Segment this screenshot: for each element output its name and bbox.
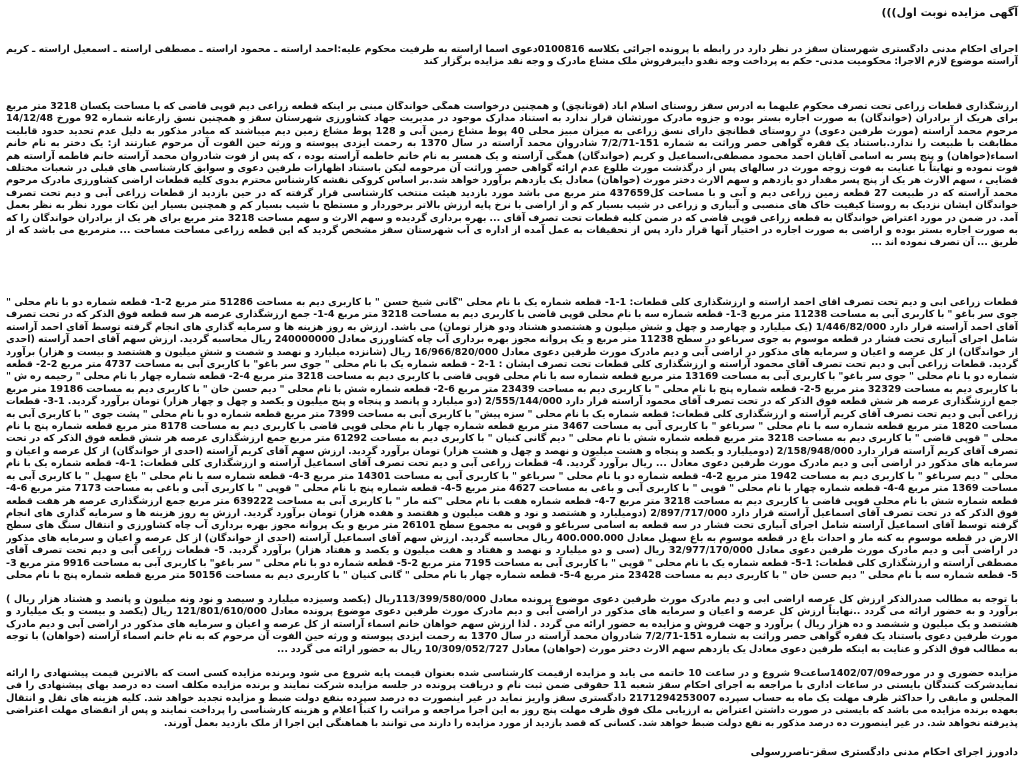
signature-line: دادورز اجرای احکام مدنی دادگستری سقز-ناصررسولی [750,747,1018,758]
intro-paragraph: اجرای احکام مدنی دادگستری شهرستان سقز در نظر دارد در رابطه با پرونده اجرائی بکلاسه 0100816دعوی اسما آراسته به طرفیت محکوم علیه:احمد آراسته ـ محمود آراسته ـ مصطفی آراسته ـ اسمعیل آراسته ـ کریم آراسته موضوع لازم الاجرا: محکومیت مدنی- حکم به پرداخت وجه نقدو دایبرفروش ملک مشاع مادرک و وجه نقد مزایده برگزار کند [6,44,1018,68]
price-paragraph: با توجه به مطالب صدرالذکر ارزش کل عرصه اراضی آبی و دیم مادرک مورث طرفین دعوی موضوع پرونده معادل 113/399/580/000ریال (یکصد وسیزده میلیارد و سیصد و نود ونه میلیون و پانصد و هشتاد هزار ریال ) برآورد و به حضور ارائه می گردد ..نهایتاً ارزش کل عرصه و اعیان و سرمایه های مذکور در اراضی آبی و دیم مادرک مورث طرفین دعوی موضوع پرونده معادل 121/801/610/000 ریال (یکصد و بیست و یک میلیارد و هشتصد و یک میلیون و ششصد و ده هزار ریال ) برآورد و جهت فروش و مزایده به حضور ارائه می گردد . لذا ارزش سهم خواهان خانم اسماء آراسته از کل عرصه و اعیان و سرمایه های مذکور در اراضی آبی و دیم مادرک مورث طرفین دعوی باستناد یک فقره گواهی حصر وراثت به شماره 151-7/2/71 شادروان محمد آراسته در سال 1370 به رحمت ایزدی پیوسته و ورثه حین الفوت آن مرحوم که به نام خانم اسماء آراسته (خواهان) با توجه به مطالب فوق الذکر و عنایت به اینکه طرفین دعوی معادل یک یازدهم سهم الارث دختر مورث (خواهان) معادل 10/309/052/727 ریال به حضور ارائه می گردد ... [6,594,1018,655]
notice-title: آگهی مزایده نوبت اول))) [881,6,1018,19]
valuation-paragraph: ارزشگذاری قطعات زراعی تحت تصرف محکوم علیهما به آدرس سقز روستای اسلام آباد (قوتانچق) و همچنین درخواست همگی خواندگان مبنی بر اینکه قطعه زراعی دیم قوپی قاضی که با مساحت یکسان 3218 متر مربع برای هریک از برادران (خواندگان) به صورت اجاره بستر بوده و جزوه مادرک مورثشان قرار ندارد به استناد مدارک موجود در مدیریت جهاد کشاورزی شهرستان سقز و همچنین نسق زارعانه شماره 92 مورخ 14/12/48 مرحوم محمد آراسته (مورث طرفین دعوی) در روستای قطانچق دارای نسق زراعی به میزان مبیز محلی 40 پوط مشاع زمین آبی و 128 پوط مشاع زمین دیم میباشند که مبادر مذکور به دلیل عدم تحدید حدود قابلیت مطابقت با طبیعت را ندارد.باستناد یک فقره گواهی حصر وراثت به شماره 151-7/2/71 شادروان محمد آراسته در سال 1370 به رحمت ایزدی پیوسته و ورثه حین الفوت آن مرحوم عبارتند از: یک دختر به نام خانم اسماء(خواهان) و پنج پسر به اسامی آقایان احمد محمود مصطفی،اسماعیل و کریم (خواندگان) همگی آراسته و یک همسر به نام خانم خاطمه آراسته بوده ، که پس از فوت شادروان محمد آراسته خانم فاطمه آراسته هم فوت نموده و نهایتاً با عنایت به فوت زوجه مورث در سالهای پس از درگذشت مورث طلوع عدم ارائه گواهی حصر وراثت آن مرحومه لیکن باستناد اظهارات طرفین دعوی و سوابق کارشناسی های قبلی در شعبات مختلف قضایی ، سهم الارث هر یک از پنج پسر مقدار دو یازدهم و سهم الارث دختر مورث (خواهان) معادل یک یازدهم برآورد خواهد شد.بر اساس کروکی نقشه کارشناس محترم بدوی کلیه قطعات اراضی کشاورزی مادرک مرحوم محمد آراسته که در طبیعت 27 قطعه زمین زراعی دیم و آبی و با مساحت کل437659 متر مربع می باشد مورد بازدید هیئت منتخب کارشناسی قرار گرفته که در حین بازدید از قطعات زراعی آبی و دیم تحت تصرف خواندگان ایشان نزدیک به روستا کیفیت خاک های منصبی و آبیاری و زراعی در شیب بسیار کم و از اراضی با نرخ پایه ارزش بالاتر برخوردار و مستطح با شیب بسیار کم و همچنین بسیار این نکات مورد نظر به نظر بعمل آمد. در ضمن در مورد اعتراض خواندگان به قطعه زراعی قوپی قاضی که در ضمن کلیه قطعات تحت تصرف آقای ... بهره برداری گردیده و سهم الارث و سهم مساحت 3218 متر مربع برای هر یک از برادران خواندگان را که به صورت اجاره بستر بوده و اراضی به صورت اجاره در اختیار آنها قرار دارد پس از تحقیقات به عمل آمده از اداره ی آب شهرستان سقز مشخص گردید که این قطعه زراعی مساحت مساحت ... مترمربع می باشد که از طریق ... آن تصرف نموده اند ... [6,101,1018,249]
notice-page [6,6,1018,761]
auction-terms-paragraph: مزایده حضوری و در مورخه1402/07/09ساعت9 شروع و در ساعت 10 خاتمه می یابد و مزایده ازقیمت کارشناسی شده بعنوان قیمت پایه شروع می شود وبرنده مزایده کسی است که بالاترین قیمت پیشنهادی را ارائه نمایدشرکت کنندگان بایستی در ساعات اداری با مراجعه به اجرای احکام سقز شعبه 11 حقوقی ضمن ثبت نام و دریافت پرونده در جلسه مزایده شرکت نمایند و برنده مزایده مکلف است ده درصد بهای پیشنهادی را فی المجلس و مابقی را حداکثر ظرف مهلت یک ماه به حساب سپرده 2171294253007 دادگستری سقز واریز نماید در غیر اینصورت ده درصد سپرده بنفع دولت ضبط و مزایده تجدید خواهد شد. کلیه هزینه های نقل و انتقال بعهده برنده مزایده می باشد که بایستی در صورت داشتن اعتراض به ارزیابی ملک فوق ظرف مهلت پنج روز به این اجرا مراجعه و مراتب را کتباً اعلام و هزینه کارشناسی را پرداخت نمایند و پس از انقضای مهلت اعتراضی پذیرفته نخواهد شد. در غیر اینصورت ده درصد مذکور به نفع دولت ضبط خواهد شد. کسانی که قصد بازدید از مورد مزایده را دارند می توانند با هماهنگی این اجرا از ملک بازدید بعمل آورند. [6,668,1018,729]
parcels-paragraph: قطعات زراعی آبی و دیم تحت تصرف آقای احمد آراسته و ارزشگذاری کلی قطعات: 1-1- قطعه شماره یک با نام محلی "گانی شیخ حسن " با کاربری دیم به مساحت 51286 متر مربع 2-1- قطعه شماره دو با نام محلی " جوی سر باغو " با کاربری آبی به مساحت 11238 متر مربع 3-1- قطعه شماره سه با نام محلی قوپی قاضی با کاربری دیم به مساحت 3218 متر مربع 4-1- جمع ارزشگذاری عرصه هر سه قطعه فوق الذکر که در تحت تصرف آقای احمد آراسته قرار دارد 1/446/82/000 (یک میلیارد و چهارصد و چهل و شش میلیون و هشتصدو هشتاد ودو هزار تومان) می باشد. ارزش به روز هزینه ها و سرمایه گذاری های انجام گرفته توسط آقای احمد آراسته شامل اجرای آبیاری تحت فشار در قطعه موسوم به جوی سرباغو در سطح 11238 متر مربع و یک پروانه مجوز بهره برداری آب چاه کشاورزی معادل 240000000 ریال محاسبه گردید. ارزش سهم آقای احمد آراسته (احدی از خواندگان) از کل عرصه و اعیان و سرمایه های مذکور در اراضی آبی و دیم مادرک مورث طرفین دعوی معادل 16/966/820/000 ریال (شانزده میلیارد و نهصد و شصت و شش میلیون و هشتصد و بیست و هزار) برآورد گردید. قطعات زراعی آبی و دیم تحت تصرف آقای محمود آراسته و ارزشگذاری کلی قطعات تحت تصرف ایشان : 1-2 - قطعه شماره یک با نام محلی " جوی سر باغو" با کاربری آبی به مساحت 4737 متر مربع 2-2- قطعه شماره دو با نام محلی " جوی سر باغو" با کاربری آبی به مساحت 13169 متر مربع قطعه شماره سه با نام محلی قوپی قاضی با کاربری دیم به مساحت 3218 متر مربع 4-2- قطعه شماره چهار با نام محلی " رحیمه ره ش " با کاربری دیم به مساحت 32329 متر مربع 5-2- قطعه شماره پنج با نام محلی " با کاربری دیم به مساحت 23439 متر مربع 6-2- قطعه شماره شش با نام محلی " دیم حسن خان " با کاربری دیم به مساحت 19186 متر مربع جمع ارزشگذاری عرصه هر شش قطعه فوق الذکر که در تحت تصرف آقای محمود آراسته قرار دارد 2/555/144/000 (دو میلیارد و پانصد و پنجاه و پنج میلیون و یکصد و چهل و چهار هزار) تومان برآورد گردید. 1-3- قطعات زراعی آبی و دیم تحت تصرف آقای کریم آراسته و ارزشگذاری کلی قطعات: قطعه شماره یک با نام محلی " سزه پیش" با کاربری آبی به مساحت 7399 متر مربع قطعه شماره دو با نام محلی " پشت جوی " با کاربری آبی به مساحت 1820 متر مربع قطعه شماره سه با نام محلی " سرباغو " با کاربری آبی به مساحت 3467 متر مربع قطعه شماره چهار با نام محلی قوپی قاضی با کاربری دیم به مساحت 8178 متر مربع قطعه شماره پنج با نام محلی " قوپی قاضی " با کاربری دیم به مساحت 3218 متر مربع قطعه شماره شش با نام محلی " دیم گانی کنیان " با کاربری دیم به مساحت 61292 متر مربع جمع ارزشگذاری عرصه هر شش قطعه فوق الذکر که در تحت تصرف آقای کریم آراسته قرار دارد 2/158/948/000 (دومیلیارد و یکصد و پنجاه و هشت میلیون و نهصد و چهل و هشت هزار) تومان برآورد گردید. ارزش سهم آقای کریم آراسته (احدی از خواندگان) از کل عرصه و اعیان و سرمایه های مذکور در اراضی آبی و دیم مادرک مورث طرفین دعوی معادل ... ریال برآورد گردید. 4- قطعات زراعی آبی و دیم تحت تصرف آقای اسماعیل آراسته و ارزشگذاری کلی قطعات: 1-4- قطعه شماره یک با نام محلی " دیم سرباغو " با کاربری دیم به مساحت 1942 متر مربع 2-4- قطعه شماره دو با نام محلی " سرباغو " با کاربری آبی به مساحت 14301 متر مربع 3-4- قطعه شماره سه با نام محلی " باغ سهیل " با کاربری آبی به مساحت 1369 متر مربع 4-4- قطعه شماره چهار با نام محلی " قوپی " با کاربری آبی و باغی به مساحت 4627 متر مربع 5-4- قطعه شماره پنج با نام محلی " قوپی " با کاربری آبی و باغی به مساحت 7173 متر مربع 6-4- قطعه شماره شش با نام محلی قوپی قاضی با کاربری دیم به مساحت 3218 متر مربع 7-4- قطعه شماره هفت با نام محلی "کنه مار " با کاربری آبی به مساحت 639222 متر مربع جمع ارزشگذاری عرصه هر هفت قطعه فوق الذکر که در تحت تصرف آقای اسماعیل آراسته قرار دارد 2/897/717/000 (دومیلیارد و هشتصد و نود و هفت میلیون و هفتصد و هفده هزار) تومان برآورد گردید. ارزش به روز هزینه ها و سرمایه گذاری های انجام گرفته توسط آقای اسماعیل آراسته شامل اجرای آبیاری تحت فشار در سه قطعه به اسامی سرباغو و قوپی به مجموع سطح 26101 متر مربع و یک پروانه مجوز بهره برداری آب چاه کشاورزی و انتقال سنگ های سطح الارض در قطعه موسوم به کنه مار و احداث باغ در قطعه موسوم به باغ سهیل معادل 400.000.000 ریال محاسبه گردید. ارزش سهم آقای اسماعیل آراسته (احدی از خواندگان) از کل عرصه و اعیان و سرمایه های مذکور در اراضی آبی و دیم مادرک مورث طرفین دعوی معادل 32/977/170/000 ریال (سی و دو میلیارد و نهصد و هفتاد و هفت میلیون و یکصد و هفتاد هزار) برآورد گردید. 5- قطعات زراعی آبی و دیم تحت تصرف آقای مصطفی آراسته و ارزشگذاری کلی قطعات: 1-5- قطعه شماره یک با نام محلی " قوپی " با کاربری آبی به مساحت 7195 متر مربع 2-5- قطعه شماره دو با نام محلی " سر باغو" با کاربری آبی به مساحت 9916 متر مربع 3-5- قطعه شماره سه با نام محلی " دیم حسن خان " با کاربری دیم به مساحت 23428 متر مربع 4-5- قطعه شماره چهار با نام محلی " گانی کنیان " با کاربری دیم به مساحت 50156 متر مربع قطعه شماره پنج با نام محلی [6,297,1018,581]
